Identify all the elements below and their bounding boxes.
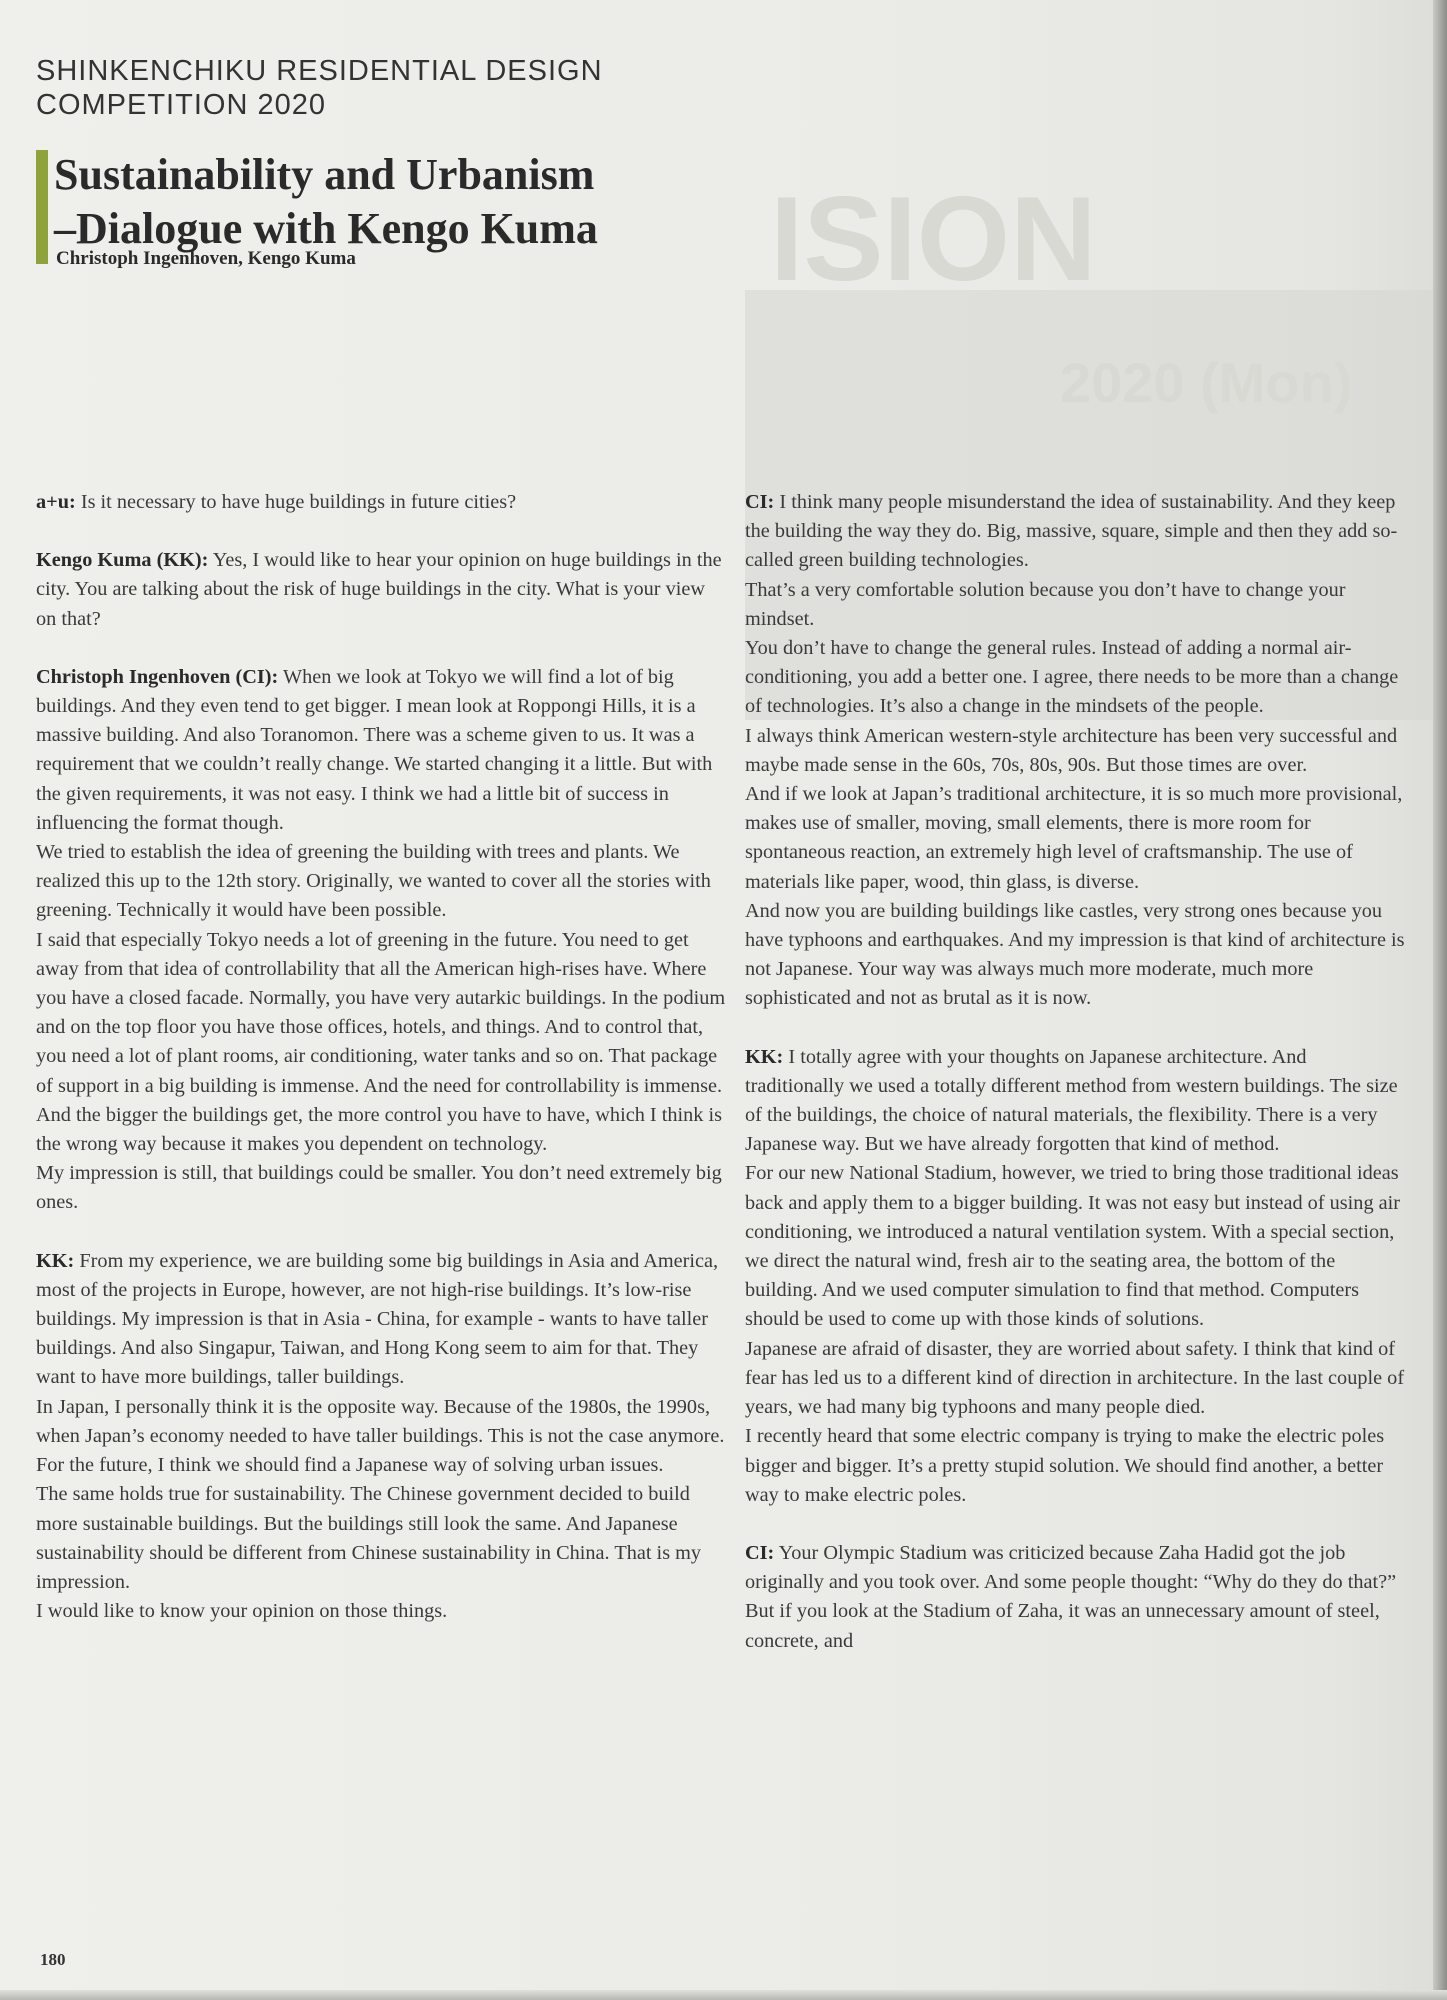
paragraph-text: When we look at Tokyo we will find a lot of big buildings. And they even tend to get bigger. I mean look at Roppongi Hills, it is a massive building. And also Toranomon. There was a scheme given to us. It was a requirement that we couldn’t really change. We started changing it a little. But with the given requirements, it was not easy. I think we had a little bit of success in influencing the format though. [36,665,713,834]
competition-line: SHINKENCHIKU RESIDENTIAL DESIGN [36,55,603,87]
show-through-text: ISION [770,172,1097,306]
dialogue-paragraph [745,897,1410,1014]
dialogue-paragraph [745,780,1410,897]
dialogue-paragraph [36,1393,726,1451]
dialogue-paragraph [745,1422,1410,1510]
paragraph-text: I think many people misunderstand the idea of sustainability. And they keep the building the way they do. Big, massive, square, simple and then they add so-called green building technologies. [745,491,1398,572]
article-title-block [36,148,796,256]
paragraph-gap [745,1510,1410,1539]
dialogue-paragraph [745,722,1410,780]
title-line: –Dialogue with Kengo Kuma [54,204,598,253]
dialogue-paragraph [36,663,726,838]
article-authors: Christoph Ingenhoven, Kengo Kuma [56,248,356,269]
page-edge-shadow [1433,0,1447,2000]
paragraph-text: And now you are building buildings like castles, very strong ones because you have typhoons and earthquakes. And my impression is that kind of architecture is not Japanese. Your way was always much more moderate, much more sophisticated and not as brutal as it is now. [745,899,1405,1010]
paragraph-gap [36,634,726,663]
speaker-label: a+u: [36,491,76,513]
dialogue-paragraph [745,1539,1410,1656]
dialogue-paragraph [745,488,1410,576]
paragraph-text: I always think American western-style architecture has been very successful and maybe made sense in the 60s, 70s, 80s, 90s. But those times are over. [745,724,1398,776]
dialogue-paragraph [36,1159,726,1217]
dialogue-paragraph [745,1159,1410,1334]
paragraph-text: From my experience, we are building some big buildings in Asia and America, most of the projects in Europe, however, are not high-rise buildings. It’s low-rise buildings. My impression is that in Asia - China, for example - wants to have taller buildings. And also Singapur, Taiwan, and Hong Kong seem to aim for that. They want to have more buildings, taller buildings. [36,1249,719,1389]
paragraph-text: For our new National Stadium, however, we tried to bring those traditional ideas back and apply them to a bigger building. It was not easy but instead of using air conditioning, we introduced a natural ventilation system. With a special section, we direct the natural wind, fresh air to the seating area, the bottom of the building. And we used computer simulation to find that method. Computers should be used to come up with those kinds of solutions. [745,1162,1401,1331]
paragraph-text: You don’t have to change the general rules. Instead of adding a normal air-conditioning, you add a better one. I agree, there needs to be more than a change of technologies. It’s also a change in the mindsets of the people. [745,637,1399,718]
paragraph-gap [745,1014,1410,1043]
paragraph-text: I recently heard that some electric company is trying to make the electric poles bigger and bigger. It’s a pretty stupid solution. We should find another, a better way to make electric poles. [745,1425,1385,1506]
speaker-label: Christoph Ingenhoven (CI): [36,665,279,688]
dialogue-paragraph [36,488,726,517]
paragraph-text: I said that especially Tokyo needs a lot of greening in the future. You need to get away from that idea of controllability that all the American high-rises have. Where you have a closed facade. Normally, you have very autarkic buildings. In the podium and on the top floor you have those offices, hotels, and things. And to control that, you need a lot of plant rooms, air conditioning, water tanks and so on. That package of support in a big building is immense. And the need for controllability is immense. And the bigger the buildings get, the more control you have to have, which I think is the wrong way because it makes you dependent on technology. [36,928,726,1156]
page-bottom-edge [0,1990,1447,2000]
paragraph-gap [36,1218,726,1247]
paragraph-text: We tried to establish the idea of greening the building with trees and plants. We realized this up to the 12th story. Originally, we wanted to cover all the stories with greening. Technically it would have been possible. [36,841,711,922]
dialogue-paragraph [36,1451,726,1480]
dialogue-paragraph [36,1597,726,1626]
speaker-label: CI: [745,491,775,513]
paragraph-text: Yes, I would like to hear your opinion on huge buildings in the city. You are talking about the risk of huge buildings in the city. What is your view on that? [36,549,722,630]
speaker-label: KK: [745,1045,784,1068]
dialogue-paragraph [36,546,726,634]
competition-line: COMPETITION 2020 [36,89,326,121]
paragraph-gap [36,517,726,546]
paragraph-text: For the future, I think we should find a Japanese way of solving urban issues. [36,1454,664,1477]
dialogue-paragraph [745,634,1410,722]
dialogue-paragraph [36,1247,726,1393]
paragraph-text: Japanese are afraid of disaster, they are worried about safety. I think that kind of fear has led us to a different kind of direction in architecture. In the last couple of years, we had many big typhoons and many people died. [745,1337,1405,1419]
title-accent-bar [36,150,48,264]
dialogue-paragraph [745,1335,1410,1423]
speaker-label: KK: [36,1249,75,1272]
show-through-text: 2020 (Mon) [1060,351,1353,414]
paragraph-text: That’s a very comfortable solution because you don’t have to change your mindset. [745,578,1346,630]
dialogue-paragraph [36,1480,726,1597]
paragraph-text: I totally agree with your thoughts on Japanese architecture. And traditionally we used a totally different method from western buildings. The size of the buildings, the choice of natural materials, the flexibility. There is a very Japanese way. But we have already forgotten that kind of method. [745,1045,1398,1156]
dialogue-paragraph [745,1043,1410,1160]
right-text-column [745,488,1410,1656]
dialogue-paragraph [36,926,726,1160]
title-line: Sustainability and Urbanism [54,150,595,199]
speaker-label: Kengo Kuma (KK): [36,549,209,572]
paragraph-text: Is it necessary to have huge buildings in future cities? [80,491,517,513]
paragraph-text: Your Olympic Stadium was criticized because Zaha Hadid got the job originally and you took over. And some people thought: “Why do they do that?” But if you look at the Stadium of Zaha, it was an unnecessary amount of steel, concrete, and [745,1541,1397,1652]
paragraph-text: I would like to know your opinion on those things. [36,1600,448,1623]
page-number: 180 [40,1950,66,1969]
left-text-column [36,488,726,1626]
dialogue-paragraph [36,838,726,926]
paragraph-text: In Japan, I personally think it is the opposite way. Because of the 1980s, the 1990s, when Japan’s economy needed to have taller buildings. This is not the case anymore. [36,1395,725,1447]
paragraph-text: The same holds true for sustainability. The Chinese government decided to build more sustainable buildings. But the buildings still look the same. And Japanese sustainability should be different from Chinese sustainability in China. That is my impression. [36,1483,702,1593]
paragraph-text: My impression is still, that buildings could be smaller. You don’t need extremely big ones. [36,1162,722,1214]
paragraph-text: And if we look at Japan’s traditional architecture, it is so much more provisional, makes use of smaller, moving, small elements, there is more room for spontaneous reaction, an extremely high level of craftsmanship. The use of materials like paper, wood, thin glass, is diverse. [745,783,1403,893]
article-title [54,148,796,256]
competition-heading [36,54,736,122]
dialogue-paragraph [745,576,1410,634]
speaker-label: CI: [745,1541,775,1564]
